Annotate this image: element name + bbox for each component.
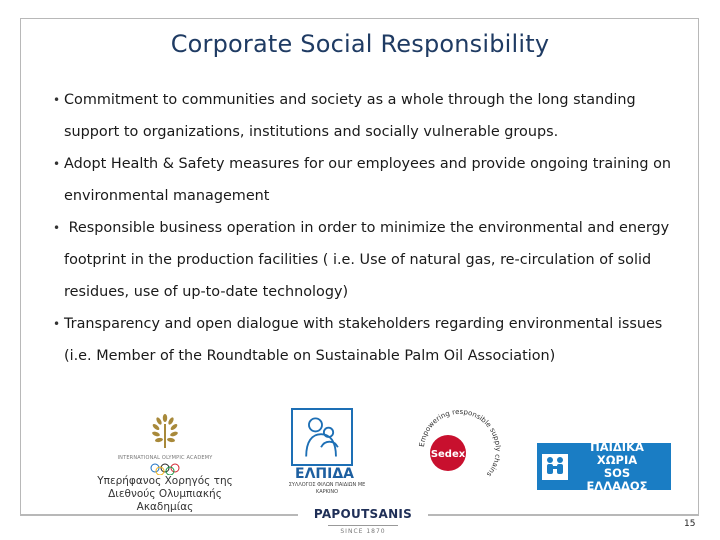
- bullet-line: Commitment to communities and society as a whole through the long standing: [64, 92, 636, 108]
- bullet-marker: •: [53, 221, 61, 235]
- academy-caption: INTERNATIONAL OLYMPIC ACADEMY: [117, 455, 213, 461]
- academy-line-1: Υπερήφανος Χορηγός της: [97, 475, 233, 487]
- bullet-item: [45, 148, 685, 212]
- bullet-line: Transparency and open dialogue with stakeholders regarding environmental issues: [64, 316, 663, 332]
- bullet-marker: •: [53, 157, 61, 171]
- bullet-marker: •: [53, 317, 61, 331]
- bullet-item: [45, 308, 685, 372]
- sedex-emblem-icon: [412, 403, 508, 499]
- papoutsanis-divider: [328, 525, 398, 526]
- sos-text: [568, 441, 666, 493]
- sedex-arc-text: Empowering responsible supply chains: [417, 407, 502, 479]
- sos-line-2: SOS: [603, 465, 631, 480]
- sos-line-1: ΠΑΙΔΙΚΑ ΧΩΡΙΑ: [590, 439, 644, 467]
- elpida-tagline: ΣΥΛΛΟΓΟΣ ΦΙΛΩΝ ΠΑΙΔΙΩΝ ΜΕ ΚΑΡΚΙΝΟ: [288, 482, 366, 495]
- papoutsanis-name: PAPOUTSANIS: [313, 507, 413, 521]
- bullet-marker: •: [53, 93, 61, 107]
- sedex-word: Sedex: [430, 449, 466, 460]
- papoutsanis-logo: [298, 500, 428, 540]
- olympic-rings-icon: [148, 463, 182, 475]
- sedex-logo: [412, 403, 508, 499]
- slide-title: Corporate Social Responsibility: [170, 30, 550, 58]
- bullet-line: Adopt Health & Safety measures for our employees and provide ongoing training on: [64, 156, 672, 172]
- elpida-word: ΕΛΠΙΔΑ: [295, 466, 354, 482]
- bullet-line: environmental management: [64, 188, 270, 204]
- sos-line-3: ΕΛΛΑΔΟΣ: [586, 478, 648, 493]
- bullet-line: support to organizations, institutions and socially vulnerable groups.: [64, 124, 559, 140]
- sos-villages-logo: [537, 439, 671, 493]
- bullet-list: [45, 84, 685, 372]
- page-number: 15: [684, 519, 696, 529]
- laurel-wreath-icon: [145, 412, 185, 452]
- bullet-line: residues, use of up-to-date technology): [64, 284, 349, 300]
- bullet-line: Responsible business operation in order to minimize the environmental and energy: [64, 220, 670, 236]
- footer-rule-left: [20, 515, 298, 516]
- mother-child-icon: [291, 408, 353, 466]
- sos-children-icon: [542, 454, 568, 480]
- bullet-line: (i.e. Member of the Roundtable on Sustainable Palm Oil Association): [64, 348, 556, 364]
- papoutsanis-since: SINCE 1870: [340, 528, 386, 535]
- elpida-logo: [277, 408, 377, 500]
- academy-line-2: Διεθνούς Ολυμπιακής Ακαδημίας: [108, 488, 222, 513]
- bullet-item: [45, 212, 685, 308]
- bullet-line: footprint in the production facilities ( i.e. Use of natural gas, re-circulation of solid: [64, 252, 652, 268]
- bullet-item: [45, 84, 685, 148]
- footer-rule-right: [428, 515, 699, 516]
- olympic-academy-logo: [80, 412, 250, 513]
